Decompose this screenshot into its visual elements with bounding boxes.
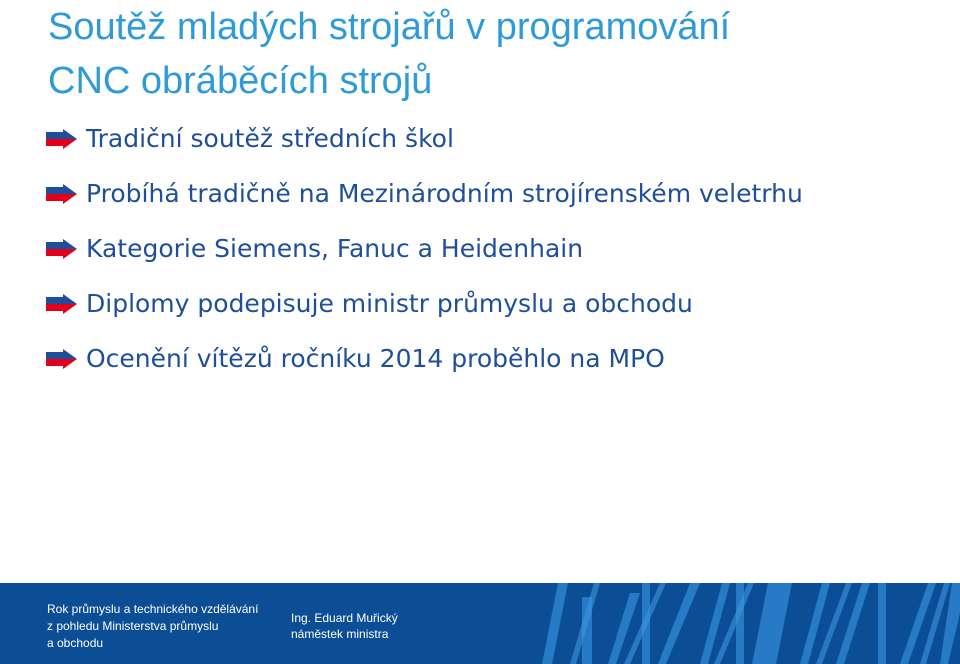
bullet-item bbox=[46, 221, 803, 276]
footer-speaker bbox=[291, 610, 398, 642]
slide-title-line-2: CNC obráběcích strojů bbox=[48, 60, 433, 102]
right-arrow-icon bbox=[46, 129, 78, 149]
slide-title-line-1: Soutěž mladých strojařů v programování bbox=[48, 6, 731, 48]
bullet-item bbox=[46, 331, 803, 386]
right-arrow-icon bbox=[46, 294, 78, 314]
right-arrow-icon bbox=[46, 239, 78, 259]
bullet-item bbox=[46, 276, 803, 331]
slide-title bbox=[48, 0, 948, 108]
right-arrow-icon bbox=[46, 184, 78, 204]
right-arrow-icon bbox=[46, 349, 78, 369]
bullet-list bbox=[46, 111, 803, 386]
bullet-text: Probíhá tradičně na Mezinárodním strojírenském veletrhu bbox=[86, 179, 803, 208]
footer-speaker-name: Ing. Eduard Muřický bbox=[291, 611, 398, 625]
footer-speaker-role: náměstek ministra bbox=[291, 627, 389, 641]
footer-bar bbox=[0, 583, 960, 664]
footer-event-line-1: Rok průmyslu a technického vzdělávání bbox=[47, 602, 259, 616]
bullet-text: Kategorie Siemens, Fanuc a Heidenhain bbox=[86, 234, 584, 263]
footer-event-title bbox=[47, 601, 258, 652]
bullet-text: Tradiční soutěž středních škol bbox=[86, 124, 454, 153]
bullet-text: Ocenění vítězů ročníku 2014 proběhlo na MPO bbox=[86, 344, 665, 373]
ministry-logo-graphic bbox=[530, 583, 960, 664]
footer-event-line-2: z pohledu Ministerstva průmyslu bbox=[47, 619, 219, 633]
bullet-item bbox=[46, 166, 803, 221]
bullet-text: Diplomy podepisuje ministr průmyslu a obchodu bbox=[86, 289, 693, 318]
bullet-item bbox=[46, 111, 803, 166]
footer-event-line-3: a obchodu bbox=[47, 636, 104, 650]
